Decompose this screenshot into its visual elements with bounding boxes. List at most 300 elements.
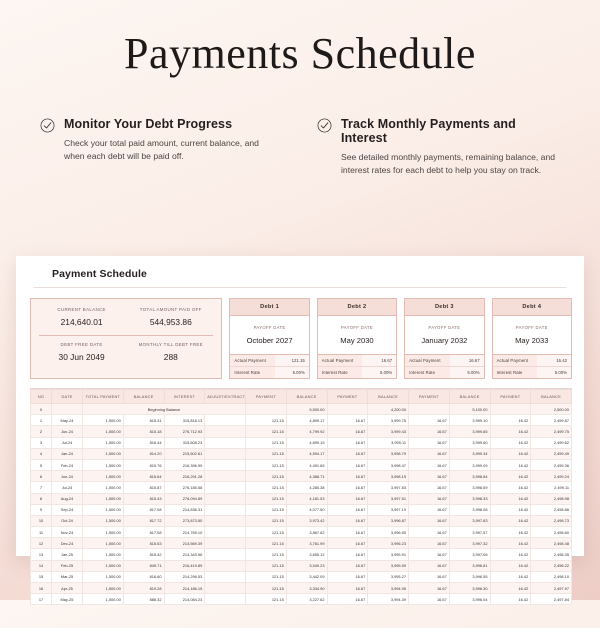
- cell-debt2-payment[interactable]: 16.67: [327, 549, 368, 560]
- cell-debt4-payment[interactable]: 16.42: [490, 538, 531, 549]
- payoff-date-label: PAYOFF DATE: [340, 325, 373, 330]
- cell-debt1-payment[interactable]: 121.15: [246, 571, 287, 582]
- table-row[interactable]: [31, 459, 572, 470]
- cell-no[interactable]: 2: [31, 426, 52, 437]
- cell-balance[interactable]: 816.44: [123, 437, 164, 448]
- cell-balance[interactable]: 816.60: [123, 571, 164, 582]
- cell-debt2-payment[interactable]: 16.67: [327, 437, 368, 448]
- cell-debt3-balance[interactable]: 3,996.04: [449, 594, 490, 605]
- table-row[interactable]: [31, 571, 572, 582]
- cell-total-payment[interactable]: 1,500.00: [83, 448, 124, 459]
- cell-debt3-balance[interactable]: 3,997.32: [449, 538, 490, 549]
- table-row[interactable]: [31, 437, 572, 448]
- cell-debt4-payment[interactable]: 16.42: [490, 448, 531, 459]
- cell-debt1-balance[interactable]: 3,761.99: [286, 538, 327, 549]
- table-row[interactable]: [31, 594, 572, 605]
- col-total-payment[interactable]: TOTAL PAYMENT: [83, 390, 124, 404]
- payoff-date-label: PAYOFF DATE: [253, 325, 286, 330]
- cell-debt2-balance[interactable]: 3,997.19: [368, 504, 409, 515]
- debt-name: Debt 2: [318, 299, 396, 316]
- cell-debt4-balance[interactable]: 2,498.86: [531, 504, 572, 515]
- cell-debt1-balance[interactable]: 4,285.38: [286, 482, 327, 493]
- cell-debt1-balance[interactable]: 4,799.92: [286, 426, 327, 437]
- cell-adjust-extract[interactable]: [205, 583, 246, 594]
- cell-debt4-payment[interactable]: 16.42: [490, 493, 531, 504]
- cell-debt2-balance[interactable]: 3,999.75: [368, 415, 409, 426]
- cell-debt2-balance[interactable]: 3,996.87: [368, 515, 409, 526]
- cell-interest[interactable]: 216,396.99: [164, 459, 205, 470]
- cell-debt1-balance[interactable]: 5,500.00: [286, 404, 327, 415]
- cell-debt1-balance[interactable]: 3,867.62: [286, 527, 327, 538]
- cell-debt3-payment[interactable]: [409, 404, 450, 415]
- cell-total-payment[interactable]: 1,500.00: [83, 527, 124, 538]
- cell-debt2-payment[interactable]: 16.67: [327, 493, 368, 504]
- cell-debt3-balance[interactable]: 3,997.57: [449, 527, 490, 538]
- cell-debt3-payment[interactable]: 16.67: [409, 560, 450, 571]
- cell-debt2-payment[interactable]: 16.67: [327, 560, 368, 571]
- cell-debt4-balance[interactable]: 2,498.35: [531, 549, 572, 560]
- table-row[interactable]: [31, 404, 572, 415]
- cell-debt1-payment[interactable]: 121.15: [246, 504, 287, 515]
- cell-debt4-payment[interactable]: 16.42: [490, 426, 531, 437]
- cell-balance[interactable]: 814.20: [123, 448, 164, 459]
- cell-date[interactable]: Feb-25: [52, 560, 83, 571]
- cell-total-payment[interactable]: 1,500.00: [83, 426, 124, 437]
- cell-adjust-extract[interactable]: [205, 504, 246, 515]
- cell-debt1-balance[interactable]: 4,491.65: [286, 459, 327, 470]
- cell-debt3-balance[interactable]: 3,998.08: [449, 504, 490, 515]
- cell-date[interactable]: Jan-24: [52, 448, 83, 459]
- cell-debt4-balance[interactable]: 2,498.48: [531, 538, 572, 549]
- cell-balance[interactable]: 815.31: [123, 415, 164, 426]
- col-adjust-extract[interactable]: ADJUST/EXTRACT: [205, 390, 246, 404]
- summary-label: DEBT FREE DATE: [60, 342, 103, 347]
- cell-debt4-payment[interactable]: 16.42: [490, 527, 531, 538]
- col-debt1-balance[interactable]: BALANCE: [286, 390, 327, 404]
- cell-date[interactable]: Dec-24: [52, 538, 83, 549]
- cell-debt1-payment[interactable]: 121.15: [246, 482, 287, 493]
- check-circle-icon: [40, 118, 55, 138]
- cell-debt1-payment[interactable]: 121.15: [246, 560, 287, 571]
- cell-total-payment[interactable]: 1,500.00: [83, 493, 124, 504]
- cell-total-payment[interactable]: 1,500.00: [83, 538, 124, 549]
- cell-interest[interactable]: 315,818.13: [164, 415, 205, 426]
- cell-interest[interactable]: 214,769.10: [164, 527, 205, 538]
- cell-no[interactable]: 17: [31, 594, 52, 605]
- cell-debt1-payment[interactable]: 121.15: [246, 594, 287, 605]
- cell-interest[interactable]: 214,569.39: [164, 538, 205, 549]
- col-date[interactable]: DATE: [52, 390, 83, 404]
- cell-no[interactable]: 15: [31, 571, 52, 582]
- cell-date[interactable]: Jun-24: [52, 426, 83, 437]
- cell-debt2-payment[interactable]: 16.67: [327, 415, 368, 426]
- cell-debt2-balance[interactable]: 3,996.55: [368, 527, 409, 538]
- cell-debt3-payment[interactable]: 16.67: [409, 437, 450, 448]
- cell-debt4-balance[interactable]: 2,499.36: [531, 459, 572, 470]
- cell-no[interactable]: 12: [31, 538, 52, 549]
- cell-interest[interactable]: 214,296.53: [164, 571, 205, 582]
- cell-debt1-balance[interactable]: 4,077.50: [286, 504, 327, 515]
- cell-adjust-extract[interactable]: [205, 459, 246, 470]
- cell-balance[interactable]: 817.72: [123, 515, 164, 526]
- cell-beginning-balance[interactable]: Beginning Balance: [83, 404, 246, 415]
- table-row[interactable]: [31, 560, 572, 571]
- cell-interest[interactable]: 276,185.58: [164, 482, 205, 493]
- cell-debt3-payment[interactable]: 16.67: [409, 471, 450, 482]
- cell-debt3-balance[interactable]: 3,999.34: [449, 448, 490, 459]
- cell-debt2-payment[interactable]: 16.67: [327, 538, 368, 549]
- cell-debt1-balance[interactable]: 4,594.17: [286, 448, 327, 459]
- cell-debt3-balance[interactable]: 3,996.30: [449, 583, 490, 594]
- cell-debt4-payment[interactable]: [490, 404, 531, 415]
- interest-rate-label: Interest Rate: [318, 367, 362, 378]
- cell-debt1-payment[interactable]: 121.15: [246, 549, 287, 560]
- cell-date[interactable]: Apr-25: [52, 583, 83, 594]
- cell-debt4-payment[interactable]: 16.42: [490, 594, 531, 605]
- col-debt4-balance[interactable]: BALANCE: [531, 390, 572, 404]
- table-row[interactable]: [31, 515, 572, 526]
- payoff-date-label: PAYOFF DATE: [515, 325, 548, 330]
- cell-total-payment[interactable]: 1,500.00: [83, 415, 124, 426]
- cell-no[interactable]: 16: [31, 583, 52, 594]
- check-circle-icon: [317, 118, 332, 138]
- cell-debt3-payment[interactable]: 16.67: [409, 504, 450, 515]
- cell-date[interactable]: Feb-24: [52, 459, 83, 470]
- cell-debt1-balance[interactable]: 3,334.90: [286, 583, 327, 594]
- col-no[interactable]: NO: [31, 390, 52, 404]
- cell-total-payment[interactable]: 1,500.00: [83, 504, 124, 515]
- cell-debt4-payment[interactable]: 16.42: [490, 571, 531, 582]
- cell-debt4-balance[interactable]: 2,498.73: [531, 515, 572, 526]
- col-debt3-balance[interactable]: BALANCE: [449, 390, 490, 404]
- cell-date[interactable]: Jul-24: [52, 437, 83, 448]
- cell-debt4-balance[interactable]: 2,499.24: [531, 471, 572, 482]
- cell-total-payment[interactable]: 1,500.00: [83, 471, 124, 482]
- cell-debt1-balance[interactable]: 3,655.12: [286, 549, 327, 560]
- cell-balance[interactable]: 888.32: [123, 594, 164, 605]
- col-debt4-payment[interactable]: PAYMENT: [490, 390, 531, 404]
- cell-debt3-balance[interactable]: 3,997.06: [449, 549, 490, 560]
- cell-debt2-payment[interactable]: 16.67: [327, 594, 368, 605]
- summary-total-paid-off: [126, 304, 215, 332]
- cell-total-payment[interactable]: 1,500.00: [83, 459, 124, 470]
- cell-debt2-balance[interactable]: 3,994.39: [368, 594, 409, 605]
- cell-interest[interactable]: 216,291.28: [164, 471, 205, 482]
- cell-debt1-payment[interactable]: 121.15: [246, 515, 287, 526]
- cell-debt4-balance[interactable]: 2,500.00: [531, 404, 572, 415]
- cell-debt1-balance[interactable]: 4,388.71: [286, 471, 327, 482]
- schedule-table-area[interactable]: [30, 388, 572, 605]
- cell-debt1-payment[interactable]: 121.15: [246, 471, 287, 482]
- cell-date[interactable]: Sep-24: [52, 504, 83, 515]
- cell-debt4-payment[interactable]: 16.42: [490, 459, 531, 470]
- cell-debt1-balance[interactable]: 4,181.53: [286, 493, 327, 504]
- cell-debt4-balance[interactable]: 2,499.87: [531, 415, 572, 426]
- cell-no[interactable]: 13: [31, 549, 52, 560]
- cell-debt1-payment[interactable]: 121.15: [246, 448, 287, 459]
- table-row[interactable]: [31, 538, 572, 549]
- cell-debt3-balance[interactable]: 3,999.60: [449, 437, 490, 448]
- cell-debt1-payment[interactable]: 121.15: [246, 493, 287, 504]
- cell-total-payment[interactable]: 1,500.00: [83, 594, 124, 605]
- table-row[interactable]: [31, 471, 572, 482]
- cell-debt3-payment[interactable]: 16.67: [409, 482, 450, 493]
- table-row[interactable]: [31, 504, 572, 515]
- cell-interest[interactable]: 214,343.96: [164, 549, 205, 560]
- cell-debt3-payment[interactable]: 16.67: [409, 538, 450, 549]
- cell-debt1-payment[interactable]: 121.15: [246, 527, 287, 538]
- table-row[interactable]: [31, 493, 572, 504]
- cell-date[interactable]: Jul-24: [52, 482, 83, 493]
- cell-debt4-balance[interactable]: 2,499.75: [531, 426, 572, 437]
- cell-debt3-balance[interactable]: 3,999.09: [449, 459, 490, 470]
- cell-debt2-balance[interactable]: 3,995.59: [368, 560, 409, 571]
- cell-balance[interactable]: 815.87: [123, 482, 164, 493]
- cell-debt1-balance[interactable]: 4,899.17: [286, 415, 327, 426]
- cell-debt4-payment[interactable]: 16.42: [490, 471, 531, 482]
- cell-debt1-payment[interactable]: 121.15: [246, 538, 287, 549]
- cell-balance[interactable]: 815.18: [123, 426, 164, 437]
- cell-debt3-balance[interactable]: 3,996.55: [449, 571, 490, 582]
- cell-debt4-payment[interactable]: 16.42: [490, 504, 531, 515]
- cell-total-payment[interactable]: 1,500.00: [83, 583, 124, 594]
- cell-adjust-extract[interactable]: [205, 437, 246, 448]
- cell-debt2-payment[interactable]: 16.67: [327, 426, 368, 437]
- cell-balance[interactable]: 815.63: [123, 538, 164, 549]
- cell-debt2-balance[interactable]: 3,999.43: [368, 426, 409, 437]
- cell-debt1-balance[interactable]: 3,973.42: [286, 515, 327, 526]
- cell-debt2-balance[interactable]: 3,996.23: [368, 538, 409, 549]
- cell-debt3-payment[interactable]: 16.67: [409, 583, 450, 594]
- cell-debt3-payment[interactable]: 16.67: [409, 448, 450, 459]
- summary-panels: [16, 288, 584, 379]
- cell-debt2-balance[interactable]: 3,994.95: [368, 583, 409, 594]
- cell-debt3-payment[interactable]: 16.67: [409, 426, 450, 437]
- cell-adjust-extract[interactable]: [205, 538, 246, 549]
- cell-adjust-extract[interactable]: [205, 415, 246, 426]
- cell-no[interactable]: 14: [31, 560, 52, 571]
- cell-interest[interactable]: 276,712.93: [164, 426, 205, 437]
- cell-debt2-payment[interactable]: [327, 404, 368, 415]
- interest-rate-value: 5.00%: [537, 367, 571, 378]
- cell-debt3-payment[interactable]: 16.67: [409, 515, 450, 526]
- cell-no[interactable]: 10: [31, 515, 52, 526]
- cell-debt1-payment[interactable]: 121.15: [246, 415, 287, 426]
- col-balance[interactable]: BALANCE: [123, 390, 164, 404]
- cell-interest[interactable]: 214,836.31: [164, 504, 205, 515]
- cell-balance[interactable]: 819.28: [123, 583, 164, 594]
- cell-date[interactable]: [52, 404, 83, 415]
- cell-debt4-balance[interactable]: 2,499.11: [531, 482, 572, 493]
- cell-debt2-payment[interactable]: 16.67: [327, 571, 368, 582]
- cell-debt2-balance[interactable]: 3,998.15: [368, 471, 409, 482]
- cell-total-payment[interactable]: 1,500.00: [83, 549, 124, 560]
- cell-debt3-payment[interactable]: 16.67: [409, 594, 450, 605]
- interest-rate-label: Interest Rate: [405, 367, 449, 378]
- col-debt2-balance[interactable]: BALANCE: [368, 390, 409, 404]
- cell-adjust-extract[interactable]: [205, 471, 246, 482]
- cell-date[interactable]: Nov-24: [52, 527, 83, 538]
- cell-total-payment[interactable]: 1,500.00: [83, 482, 124, 493]
- cell-debt2-payment[interactable]: 16.67: [327, 459, 368, 470]
- cell-debt3-balance[interactable]: 3,999.10: [449, 415, 490, 426]
- cell-debt2-balance[interactable]: 3,995.27: [368, 571, 409, 582]
- cell-debt3-balance[interactable]: 3,998.84: [449, 471, 490, 482]
- cell-total-payment[interactable]: 1,500.00: [83, 571, 124, 582]
- table-row[interactable]: [31, 583, 572, 594]
- cell-debt4-balance[interactable]: 2,498.98: [531, 493, 572, 504]
- cell-no[interactable]: 5: [31, 459, 52, 470]
- cell-no[interactable]: 11: [31, 527, 52, 538]
- cell-interest[interactable]: 214,084.23: [164, 594, 205, 605]
- cell-date[interactable]: Mar-25: [52, 571, 83, 582]
- cell-total-payment[interactable]: 1,500.00: [83, 560, 124, 571]
- col-interest[interactable]: INTEREST: [164, 390, 205, 404]
- cell-debt1-payment[interactable]: 121.15: [246, 437, 287, 448]
- cell-debt4-balance[interactable]: 2,497.97: [531, 583, 572, 594]
- cell-debt3-balance[interactable]: 3,997.83: [449, 515, 490, 526]
- cell-debt3-balance[interactable]: 3,998.33: [449, 493, 490, 504]
- cell-date[interactable]: Oct-24: [52, 515, 83, 526]
- cell-debt3-payment[interactable]: 16.67: [409, 459, 450, 470]
- cell-debt2-payment[interactable]: 16.67: [327, 471, 368, 482]
- cell-debt3-payment[interactable]: 16.67: [409, 493, 450, 504]
- cell-debt4-payment[interactable]: 16.42: [490, 560, 531, 571]
- cell-debt4-payment[interactable]: 16.42: [490, 583, 531, 594]
- cell-debt4-payment[interactable]: 16.42: [490, 482, 531, 493]
- cell-debt1-payment[interactable]: 121.15: [246, 583, 287, 594]
- cell-no[interactable]: 4: [31, 448, 52, 459]
- table-row[interactable]: [31, 527, 572, 538]
- cell-date[interactable]: Jun-24: [52, 471, 83, 482]
- cell-debt1-balance[interactable]: 3,549.23: [286, 560, 327, 571]
- cell-balance[interactable]: 817.08: [123, 527, 164, 538]
- cell-interest[interactable]: 273,873.50: [164, 515, 205, 526]
- cell-debt3-balance[interactable]: 3,999.85: [449, 426, 490, 437]
- cell-debt2-payment[interactable]: 16.67: [327, 448, 368, 459]
- cell-debt2-balance[interactable]: 3,997.83: [368, 482, 409, 493]
- cell-debt1-balance[interactable]: 3,442.09: [286, 571, 327, 582]
- cell-debt4-payment[interactable]: 16.42: [490, 515, 531, 526]
- cell-adjust-extract[interactable]: [205, 560, 246, 571]
- cell-debt4-payment[interactable]: 16.42: [490, 549, 531, 560]
- cell-debt1-payment[interactable]: 121.15: [246, 426, 287, 437]
- col-debt2-payment[interactable]: PAYMENT: [327, 390, 368, 404]
- cell-debt4-balance[interactable]: 2,498.60: [531, 527, 572, 538]
- table-row[interactable]: [31, 549, 572, 560]
- schedule-table[interactable]: [30, 389, 572, 605]
- cell-debt2-payment[interactable]: 16.67: [327, 504, 368, 515]
- cell-debt2-balance[interactable]: 3,997.51: [368, 493, 409, 504]
- cell-debt2-payment[interactable]: 16.67: [327, 482, 368, 493]
- cell-balance[interactable]: 815.64: [123, 471, 164, 482]
- cell-adjust-extract[interactable]: [205, 448, 246, 459]
- cell-debt2-balance[interactable]: 3,995.91: [368, 549, 409, 560]
- table-row[interactable]: [31, 482, 572, 493]
- table-row[interactable]: [31, 426, 572, 437]
- cell-date[interactable]: May-24: [52, 415, 83, 426]
- debt-name: Debt 3: [405, 299, 483, 316]
- debt-card-4: [492, 298, 572, 379]
- cell-balance[interactable]: 815.42: [123, 549, 164, 560]
- cell-no[interactable]: 8: [31, 493, 52, 504]
- cell-debt3-payment[interactable]: 16.67: [409, 571, 450, 582]
- cell-total-payment[interactable]: 1,500.00: [83, 437, 124, 448]
- cell-no[interactable]: 0: [31, 404, 52, 415]
- cell-no[interactable]: 1: [31, 415, 52, 426]
- cell-adjust-extract[interactable]: [205, 594, 246, 605]
- cell-date[interactable]: Jan-25: [52, 549, 83, 560]
- cell-debt3-payment[interactable]: 16.67: [409, 415, 450, 426]
- cell-debt3-payment[interactable]: 16.67: [409, 527, 450, 538]
- payment-schedule-sheet[interactable]: [16, 256, 584, 602]
- cell-balance[interactable]: 815.43: [123, 493, 164, 504]
- cell-date[interactable]: May-25: [52, 594, 83, 605]
- cell-interest[interactable]: 216,419.89: [164, 560, 205, 571]
- cell-debt2-balance[interactable]: 3,999.11: [368, 437, 409, 448]
- cell-debt2-balance[interactable]: 3,998.79: [368, 448, 409, 459]
- cell-debt3-balance[interactable]: 5,100.00: [449, 404, 490, 415]
- cell-interest[interactable]: 215,502.61: [164, 448, 205, 459]
- cell-debt3-balance[interactable]: 3,996.81: [449, 560, 490, 571]
- cell-debt2-balance[interactable]: 3,998.47: [368, 459, 409, 470]
- cell-debt3-payment[interactable]: 16.67: [409, 549, 450, 560]
- cell-no[interactable]: 3: [31, 437, 52, 448]
- cell-balance[interactable]: 817.08: [123, 504, 164, 515]
- cell-debt4-balance[interactable]: 2,498.22: [531, 560, 572, 571]
- cell-debt2-payment[interactable]: 16.67: [327, 515, 368, 526]
- cell-total-payment[interactable]: 1,500.00: [83, 515, 124, 526]
- table-row[interactable]: [31, 448, 572, 459]
- cell-debt1-payment[interactable]: 121.15: [246, 459, 287, 470]
- cell-interest[interactable]: 276,094.89: [164, 493, 205, 504]
- cell-adjust-extract[interactable]: [205, 482, 246, 493]
- cell-no[interactable]: 6: [31, 471, 52, 482]
- cell-debt3-balance[interactable]: 3,998.59: [449, 482, 490, 493]
- cell-balance[interactable]: 815.76: [123, 459, 164, 470]
- feature-item-debt-progress: [40, 117, 283, 177]
- cell-debt1-balance[interactable]: 3,227.62: [286, 594, 327, 605]
- cell-adjust-extract[interactable]: [205, 493, 246, 504]
- cell-debt2-payment[interactable]: 16.67: [327, 527, 368, 538]
- cell-adjust-extract[interactable]: [205, 515, 246, 526]
- cell-debt4-payment[interactable]: 16.42: [490, 437, 531, 448]
- cell-balance[interactable]: 849.71: [123, 560, 164, 571]
- cell-debt4-balance[interactable]: 2,499.49: [531, 448, 572, 459]
- col-debt1-payment[interactable]: PAYMENT: [246, 390, 287, 404]
- cell-debt4-balance[interactable]: 2,499.62: [531, 437, 572, 448]
- cell-no[interactable]: 7: [31, 482, 52, 493]
- cell-date[interactable]: Aug-24: [52, 493, 83, 504]
- cell-adjust-extract[interactable]: [205, 549, 246, 560]
- cell-interest[interactable]: 315,608.23: [164, 437, 205, 448]
- table-row[interactable]: [31, 415, 572, 426]
- cell-debt2-payment[interactable]: 16.67: [327, 583, 368, 594]
- summary-label: MONTHLY TILL DEBT FREE: [138, 342, 203, 347]
- cell-adjust-extract[interactable]: [205, 426, 246, 437]
- cell-debt1-balance[interactable]: 4,699.15: [286, 437, 327, 448]
- cell-debt2-balance[interactable]: 4,200.00: [368, 404, 409, 415]
- cell-debt4-balance[interactable]: 2,498.10: [531, 571, 572, 582]
- cell-no[interactable]: 9: [31, 504, 52, 515]
- cell-debt1-payment[interactable]: [246, 404, 287, 415]
- col-debt3-payment[interactable]: PAYMENT: [409, 390, 450, 404]
- cell-adjust-extract[interactable]: [205, 571, 246, 582]
- cell-adjust-extract[interactable]: [205, 527, 246, 538]
- cell-interest[interactable]: 214,186.15: [164, 583, 205, 594]
- cell-debt4-balance[interactable]: 2,497.84: [531, 594, 572, 605]
- cell-debt4-payment[interactable]: 16.42: [490, 415, 531, 426]
